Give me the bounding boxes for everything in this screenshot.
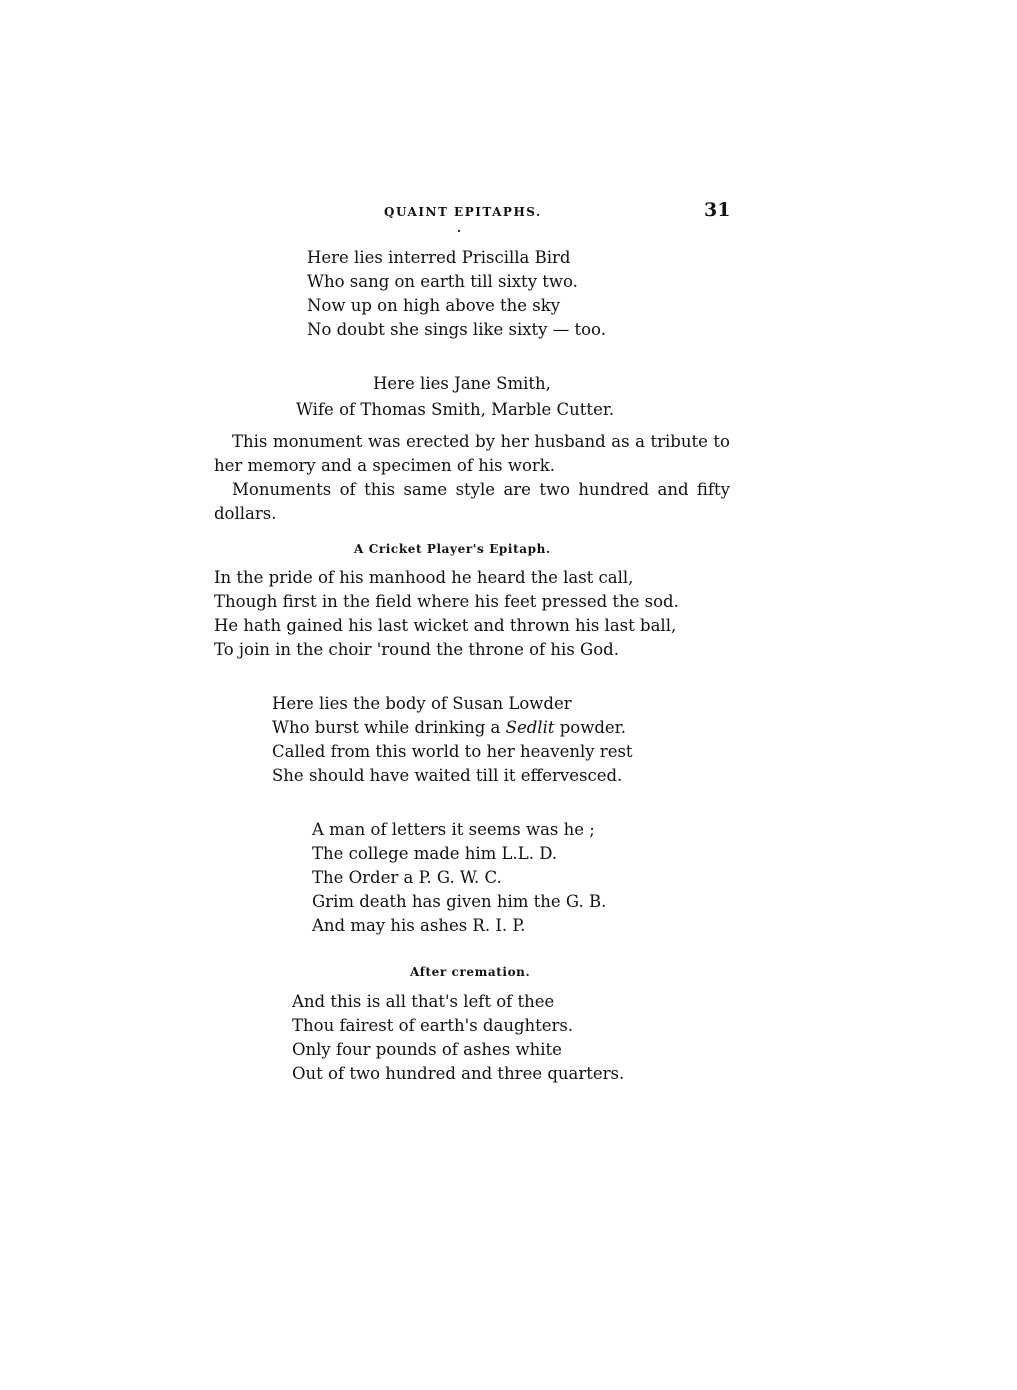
epitaph-jane-smith-prose: [214, 430, 730, 526]
verse-line: And may his ashes R. I. P.: [312, 916, 526, 935]
epitaph-after-cremation: [292, 990, 624, 1086]
verse-line: Here lies the body of Susan Lowder: [272, 694, 572, 713]
verse-line: She should have waited till it effervesced.: [272, 766, 623, 785]
verse-line: No doubt she sings like sixty — too.: [307, 320, 606, 339]
verse-line: Thou fairest of earth's daughters.: [292, 1016, 574, 1035]
verse-line: The college made him L.L. D.: [312, 844, 558, 863]
verse-line: Grim death has given him the G. B.: [312, 892, 607, 911]
verse-line: Though first in the field where his feet pressed the sod.: [214, 592, 679, 611]
verse-line: And this is all that's left of thee: [292, 992, 555, 1011]
verse-line: The Order a P. G. W. C.: [312, 868, 502, 887]
epitaph-cricket-player: [214, 566, 679, 662]
running-header: QUAINT EPITAPHS.: [384, 205, 542, 219]
verse-line: To join in the choir 'round the throne of his God.: [214, 640, 619, 659]
page-number: 31: [704, 199, 731, 221]
verse-line: Who sang on earth till sixty two.: [307, 272, 578, 291]
epitaph-priscilla-bird: [307, 246, 606, 342]
cricket-heading: A Cricket Player's Epitaph.: [354, 542, 551, 556]
verse-line: In the pride of his manhood he heard the last call,: [214, 568, 634, 587]
epitaph-susan-lowder: [272, 692, 633, 788]
verse-text: powder.: [554, 718, 626, 737]
prose-paragraph: Monuments of this same style are two hundred and fifty dollars.: [214, 480, 730, 523]
verse-line: Only four pounds of ashes white: [292, 1040, 562, 1059]
header-dot: [458, 230, 460, 232]
verse-text: Who burst while drinking a: [272, 718, 506, 737]
prose-paragraph: This monument was erected by her husband as a tribute to her memory and a specimen of his work.: [214, 432, 730, 475]
epitaph-jane-smith-line2: Wife of Thomas Smith, Marble Cutter.: [296, 400, 615, 419]
epitaph-man-of-letters: [312, 818, 606, 938]
epitaph-jane-smith-line1: Here lies Jane Smith,: [373, 374, 551, 393]
verse-line: Out of two hundred and three quarters.: [292, 1064, 625, 1083]
verse-line: [272, 716, 633, 740]
verse-line: Here lies interred Priscilla Bird: [307, 248, 571, 267]
verse-line: Called from this world to her heavenly rest: [272, 742, 633, 761]
verse-line: Now up on high above the sky: [307, 296, 561, 315]
cremation-heading: After cremation.: [410, 965, 531, 979]
verse-line: He hath gained his last wicket and thrown his last ball,: [214, 616, 677, 635]
verse-line: A man of letters it seems was he ;: [312, 820, 595, 839]
verse-italic-text: Sedlit: [505, 718, 555, 737]
